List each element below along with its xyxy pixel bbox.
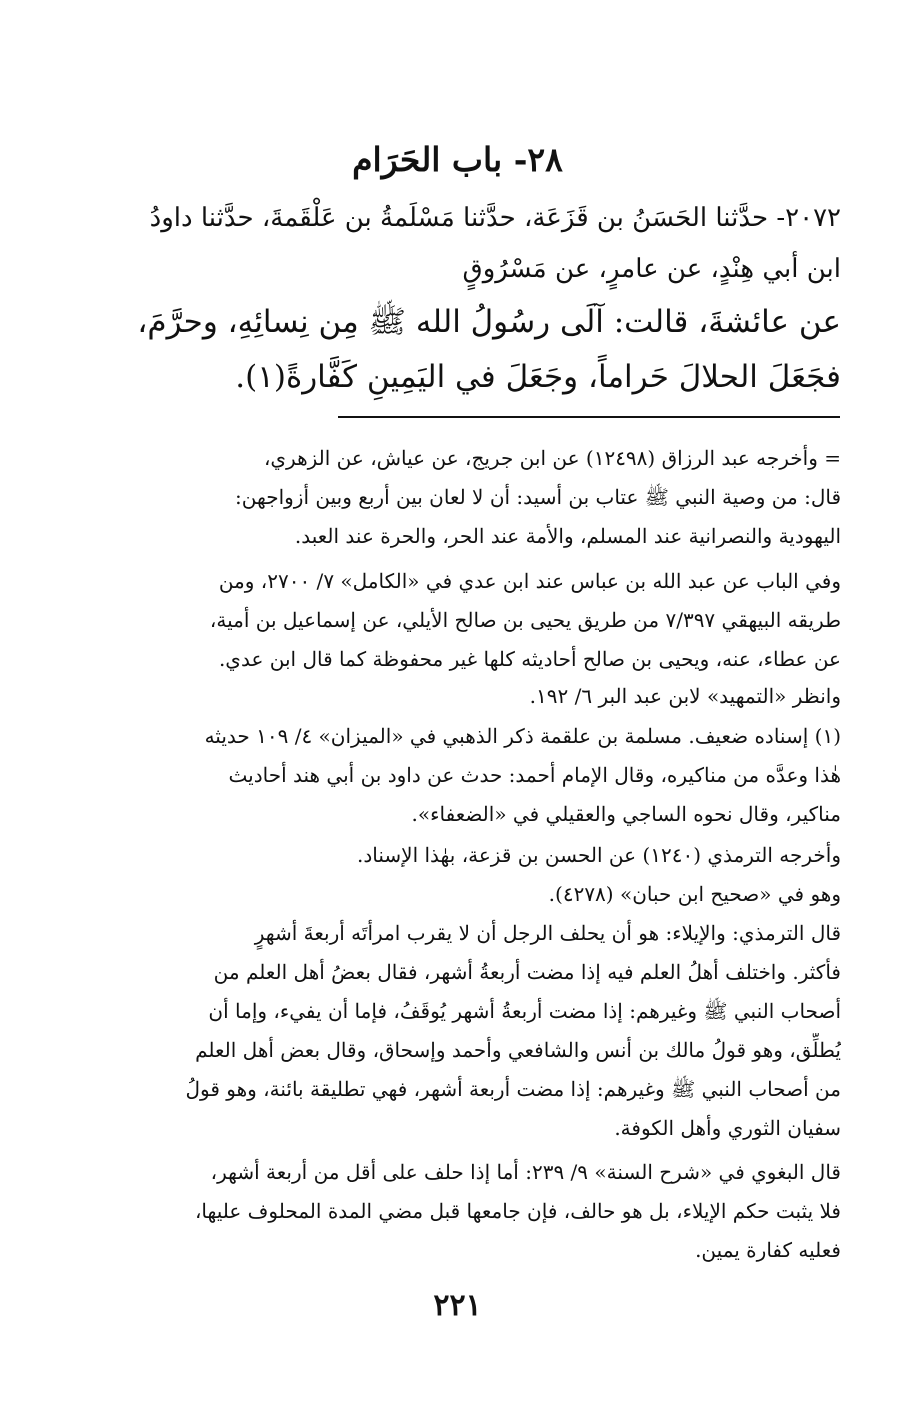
chapter-title: ٢٨- باب الحَرَام — [352, 140, 563, 179]
footnote-line: وانظر «التمهيد» لابن عبد البر ٦/ ١٩٢. — [529, 684, 841, 708]
footnote-line: فلا يثبت حكم الإيلاء، بل هو حالف، فإن جامعها قبل مضي المدة المحلوف عليها، — [194, 1199, 841, 1223]
footnote-line: يُطلِّق، وهو قولُ مالك بن أنس والشافعي وأحمد وإسحاق، وقال بعض أهل العلم — [195, 1038, 841, 1062]
hadith-matn-line: عن عائشةَ، قالت: آلَى رسُولُ الله ﷺ مِن نِسائِهِ، وحرَّمَ، — [137, 304, 841, 340]
hadith-matn-line: فجَعَلَ الحلالَ حَراماً، وجَعَلَ في اليَمِينِ كَفَّارةً(١). — [235, 359, 841, 395]
footnote-line: وأخرجه الترمذي (١٢٤٠) عن الحسن بن قزعة، بهٰذا الإسناد. — [357, 843, 841, 867]
footnote-line: من أصحاب النبي ﷺ وغيرهم: إذا مضت أربعة أشهر، فهي تطليقة بائنة، وهو قولُ — [185, 1077, 841, 1101]
footnote-line: سفيان الثوري وأهل الكوفة. — [614, 1116, 841, 1140]
footnote-line: = وأخرجه عبد الرزاق (١٢٤٩٨) عن ابن جريج، عن عياش، عن الزهري، — [263, 446, 841, 470]
footnote-divider — [338, 416, 840, 418]
footnote-line: وهو في «صحيح ابن حبان» (٤٢٧٨). — [548, 882, 841, 906]
hadith-isnad-line: ٢٠٧٢- حدَّثنا الحَسَنُ بن قَزَعَة، حدَّثنا مَسْلَمةُ بن عَلْقَمةَ، حدَّثنا داودُ — [149, 203, 841, 233]
footnote-line: قال الترمذي: والإيلاء: هو أن يحلف الرجل أن لا يقرب امرأتَه أربعةَ أشهرٍ — [254, 921, 841, 945]
footnote-line: عن عطاء، عنه، ويحيى بن صالح أحاديثه كلها غير محفوظة كما قال ابن عدي. — [218, 647, 841, 671]
footnote-line: هٰذا وعدَّه من مناكيره، وقال الإمام أحمد: حدث عن داود بن أبي هند أحاديث — [228, 763, 841, 787]
hadith-isnad-line: ابن أبي هِنْدٍ، عن عامرٍ، عن مَسْرُوقٍ — [462, 254, 841, 284]
page-number: ٢٢١ — [433, 1288, 482, 1323]
footnote-line: مناكير، وقال نحوه الساجي والعقيلي في «الضعفاء». — [411, 802, 841, 826]
footnote-line: (١) إسناده ضعيف. مسلمة بن علقمة ذكر الذهبي في «الميزان» ٤/ ١٠٩ حديثه — [204, 724, 841, 748]
footnote-line: فأكثر. واختلف أهلُ العلم فيه إذا مضت أربعةُ أشهر، فقال بعضُ أهل العلم من — [213, 960, 841, 984]
footnote-line: قال: من وصية النبي ﷺ عتاب بن أسيد: أن لا لعان بين أربع وبين أزواجهن: — [235, 485, 841, 509]
footnote-line: اليهودية والنصرانية عند المسلم، والأمة عند الحر، والحرة عند العبد. — [294, 524, 841, 548]
footnote-line: قال البغوي في «شرح السنة» ٩/ ٢٣٩: أما إذا حلف على أقل من أربعة أشهر، — [210, 1160, 841, 1184]
footnote-line: فعليه كفارة يمين. — [695, 1238, 841, 1262]
footnote-line: طريقه البيهقي ٧/٣٩٧ من طريق يحيى بن صالح الأيلي، عن إسماعيل بن أمية، — [209, 608, 841, 632]
footnote-line: أصحاب النبي ﷺ وغيرهم: إذا مضت أربعةُ أشهر يُوقَفُ، فإما أن يفيء، وإما أن — [208, 999, 841, 1023]
footnote-line: وفي الباب عن عبد الله بن عباس عند ابن عدي في «الكامل» ٧/ ٢٧٠٠، ومن — [218, 569, 841, 593]
